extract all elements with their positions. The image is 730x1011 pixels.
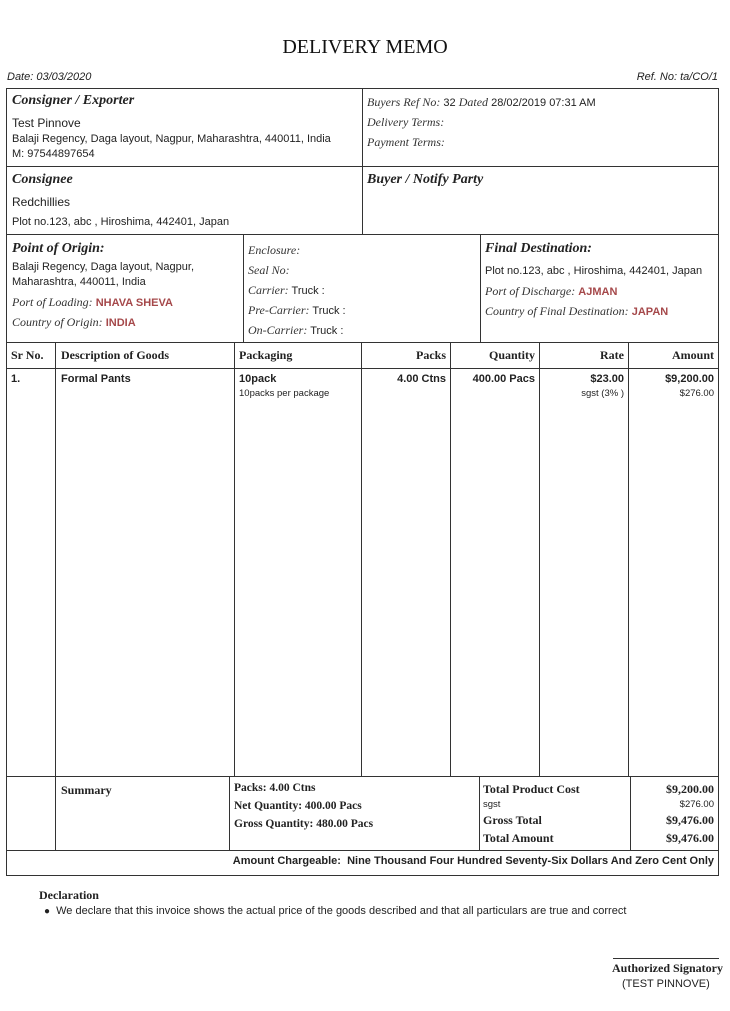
on-carrier-label: On-Carrier:: [248, 323, 308, 337]
consigner-mobile: M: 97544897654: [12, 148, 95, 160]
col-divider: [229, 776, 230, 851]
carrier-row: [248, 283, 325, 298]
divider: [6, 234, 719, 235]
country-dest-value: JAPAN: [631, 306, 669, 318]
payment-terms-label: Payment Terms:: [367, 135, 445, 149]
bullet-icon: ●: [44, 906, 51, 917]
amount-chargeable: [6, 855, 714, 867]
dated-label: Dated: [458, 95, 489, 109]
col-divider: [55, 342, 56, 851]
consigner-heading: Consigner / Exporter: [12, 93, 135, 108]
divider: [480, 234, 481, 342]
row-description: Formal Pants: [61, 373, 131, 385]
country-origin-row: [12, 315, 136, 330]
date-label: Date: 03/03/2020: [7, 71, 92, 83]
row-amount-note: $276.00: [679, 388, 714, 399]
consigner-name: Test Pinnove: [12, 116, 81, 130]
pre-carrier-row: [248, 303, 346, 318]
col-header-packaging: Packaging: [239, 348, 293, 362]
enclosure-label: Enclosure:: [248, 243, 301, 257]
row-rate-note: sgst (3% ): [581, 388, 624, 399]
col-header-amount: Amount: [671, 348, 714, 362]
on-carrier-value: Truck :: [310, 325, 344, 337]
divider: [362, 88, 363, 234]
pre-carrier-label: Pre-Carrier:: [248, 303, 310, 317]
origin-heading: Point of Origin:: [12, 241, 105, 256]
country-origin-label: Country of Origin:: [12, 315, 103, 329]
declaration-item: [44, 905, 626, 917]
row-quantity: 400.00 Pacs: [472, 373, 535, 385]
consigner-address: Balaji Regency, Daga layout, Nagpur, Maharashtra, 440011, India: [12, 133, 331, 145]
divider: [6, 776, 719, 777]
port-discharge-row: [485, 284, 617, 299]
sgst-value: $276.00: [679, 799, 714, 810]
buyers-ref-row: [367, 95, 596, 110]
row-sr: 1.: [11, 373, 21, 385]
consignee-address: Plot no.123, abc , Hiroshima, 442401, Japan: [12, 216, 230, 228]
divider: [6, 166, 719, 167]
row-packaging-note: 10packs per package: [239, 388, 330, 399]
buyer-notify-heading: Buyer / Notify Party: [367, 172, 484, 187]
carrier-value: Truck :: [291, 285, 325, 297]
buyers-ref-label: Buyers Ref No:: [367, 95, 441, 109]
consignee-name: Redchillies: [12, 195, 71, 209]
divider: [6, 850, 719, 851]
country-origin-value: INDIA: [105, 317, 136, 329]
total-amount-value: $9,476.00: [666, 831, 714, 845]
col-header-rate: Rate: [600, 348, 624, 362]
signatory-label: Authorized Signatory: [612, 961, 723, 975]
total-amount-label: Total Amount: [483, 831, 554, 845]
declaration-heading: Declaration: [39, 888, 99, 902]
border-left: [6, 88, 7, 851]
summary-packs: Packs: 4.00 Ctns: [234, 782, 316, 794]
gross-total-label: Gross Total: [483, 813, 542, 827]
on-carrier-row: [248, 323, 343, 338]
amount-chargeable-value: Nine Thousand Four Hundred Seventy-Six Dollars And Zero Cent Only: [347, 855, 714, 867]
port-loading-label: Port of Loading:: [12, 295, 93, 309]
gross-total-value: $9,476.00: [666, 813, 714, 827]
consignee-heading: Consignee: [12, 172, 73, 187]
destination-address: Plot no.123, abc , Hiroshima, 442401, Japan: [485, 265, 703, 277]
ref-label: Ref. No: ta/CO/1: [636, 71, 718, 83]
summary-net-quantity: Net Quantity: 400.00 Pacs: [234, 800, 362, 812]
col-header-description: Description of Goods: [61, 348, 169, 362]
port-loading-value: NHAVA SHEVA: [95, 297, 173, 309]
total-product-cost-label: Total Product Cost: [483, 782, 580, 796]
row-rate: $23.00: [590, 373, 624, 385]
port-discharge-value: AJMAN: [578, 286, 618, 298]
country-dest-row: [485, 304, 668, 319]
port-loading-row: [12, 295, 173, 310]
signature-line: [613, 958, 719, 959]
amount-chargeable-label: Amount Chargeable:: [232, 855, 341, 867]
total-product-cost-value: $9,200.00: [666, 782, 714, 796]
destination-heading: Final Destination:: [485, 241, 592, 256]
col-divider: [628, 342, 629, 776]
summary-gross-quantity: Gross Quantity: 480.00 Pacs: [234, 818, 374, 830]
col-divider: [450, 342, 451, 776]
col-header-packs: Packs: [416, 348, 446, 362]
col-header-quantity: Quantity: [488, 348, 535, 362]
signatory-name: (TEST PINNOVE): [622, 978, 710, 990]
buyers-ref-value: 32: [443, 97, 456, 109]
sgst-label: sgst: [483, 799, 501, 810]
col-divider: [361, 342, 362, 776]
col-divider: [479, 776, 480, 851]
pre-carrier-value: Truck :: [312, 305, 346, 317]
declaration-text: We declare that this invoice shows the actual price of the goods described and that all particulars are true and correct: [56, 905, 627, 917]
carrier-label: Carrier:: [248, 283, 289, 297]
row-packs: 4.00 Ctns: [397, 373, 446, 385]
border-bottom: [6, 875, 719, 876]
document-title: DELIVERY MEMO: [282, 36, 448, 58]
delivery-terms-label: Delivery Terms:: [367, 115, 445, 129]
origin-address-line1: Balaji Regency, Daga layout, Nagpur,: [12, 261, 195, 273]
row-packaging: 10pack: [239, 373, 277, 385]
row-amount: $9,200.00: [665, 373, 714, 385]
divider: [243, 234, 244, 342]
country-dest-label: Country of Final Destination:: [485, 304, 629, 318]
col-divider: [234, 342, 235, 776]
col-header-sr: Sr No.: [11, 348, 44, 362]
origin-address-line2: Maharashtra, 440011, India: [12, 276, 146, 288]
dated-value: 28/02/2019 07:31 AM: [491, 97, 596, 109]
border-right: [718, 88, 719, 876]
col-divider: [539, 342, 540, 776]
divider: [6, 368, 719, 369]
port-discharge-label: Port of Discharge:: [485, 284, 576, 298]
seal-no-label: Seal No:: [248, 263, 290, 277]
divider: [6, 342, 719, 343]
summary-label: Summary: [61, 783, 112, 797]
